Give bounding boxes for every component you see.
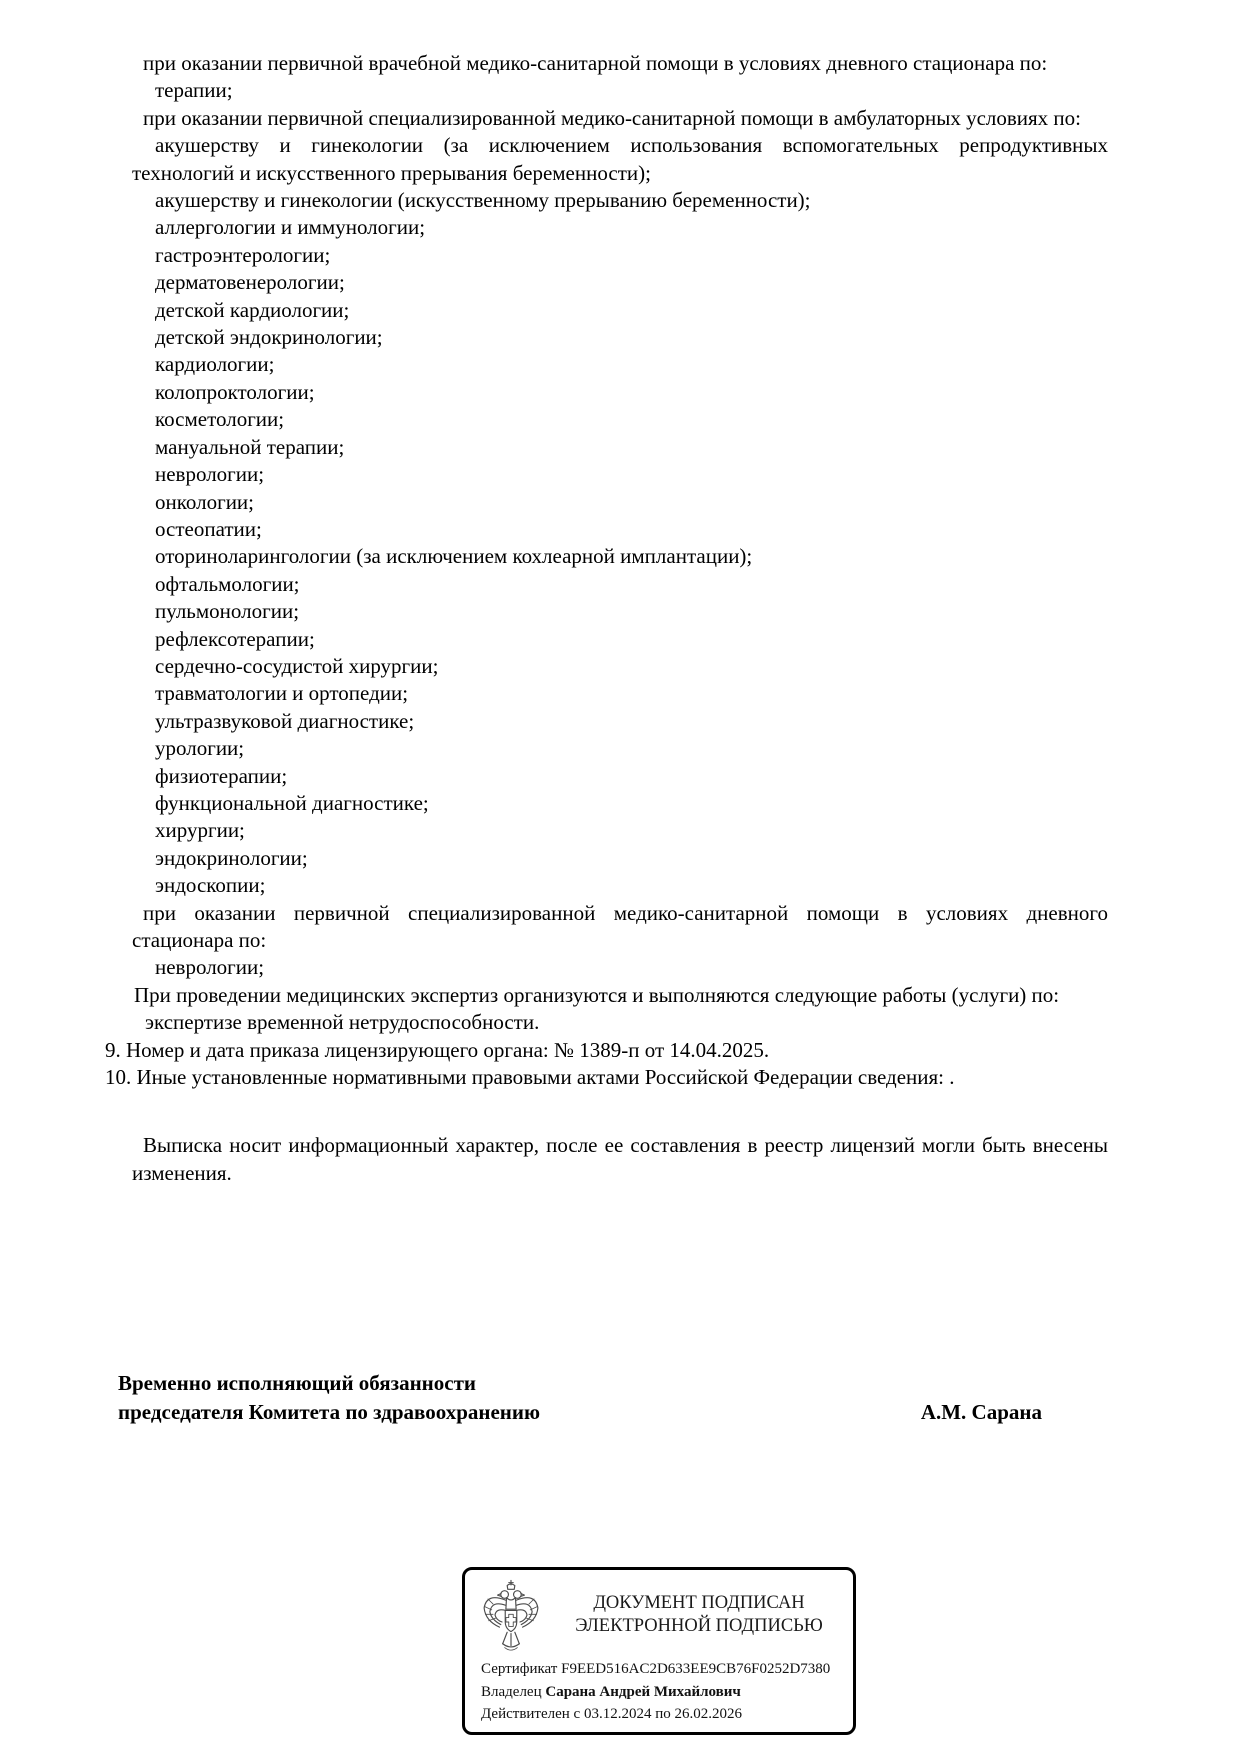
document-line: При проведении медицинских экспертиз организуются и выполняются следующие работы (услуги) по: — [134, 982, 1060, 1007]
officer-block — [118, 1369, 1042, 1427]
document-line: пульмонологии; — [155, 599, 300, 624]
document-line: онкологии; — [155, 489, 255, 514]
document-line: рефлексотерапии; — [155, 626, 315, 651]
document-line: детской эндокринологии; — [155, 325, 383, 350]
owner-label: Владелец — [481, 1683, 542, 1700]
document-line: 10. Иные установленные нормативными правовыми актами Российской Федерации сведения: . — [105, 1065, 955, 1090]
document-line: кардиологии; — [155, 352, 275, 377]
document-line: мануальной терапии; — [155, 434, 345, 459]
document-line: при оказании первичной специализированной медико-санитарной помощи в условиях дневного стационара по: — [132, 900, 1108, 952]
officer-title-line2: председателя Комитета по здравоохранению — [118, 1400, 541, 1424]
stamp-title — [551, 1592, 847, 1638]
stamp-title-line1: ДОКУМЕНТ ПОДПИСАН — [593, 1593, 805, 1613]
document-line: неврологии; — [155, 462, 265, 487]
document-line: детской кардиологии; — [155, 297, 350, 322]
document-line: гастроэнтерологии; — [155, 242, 331, 267]
document-line: аллергологии и иммунологии; — [155, 215, 426, 240]
document-line: колопроктологии; — [155, 379, 315, 404]
officer-name: А.М. Сарана — [920, 1400, 1042, 1424]
document-line: травматологии и ортопедии; — [155, 681, 409, 706]
document-line: функциональной диагностике; — [155, 790, 429, 815]
document-line: эндоскопии; — [155, 873, 266, 898]
document-line: неврологии; — [155, 955, 265, 980]
owner-name: Сарана Андрей Михайлович — [545, 1683, 741, 1700]
signature-stamp — [462, 1567, 856, 1735]
document-line: при оказании первичной специализированной медико-санитарной помощи в амбулаторных условиях по: — [143, 105, 1082, 130]
officer-title-line1: Временно исполняющий обязанности — [118, 1371, 477, 1395]
owner-line — [481, 1681, 845, 1704]
stamp-details — [481, 1658, 845, 1726]
stamp-title-line2: ЭЛЕКТРОННОЙ ПОДПИСЬЮ — [575, 1616, 823, 1636]
certificate-line — [481, 1658, 845, 1681]
document-line: при оказании первичной врачебной медико-санитарной помощи в условиях дневного стационара по: — [143, 51, 1048, 75]
document-line: хирургии; — [155, 818, 245, 843]
document-line: 9. Номер и дата приказа лицензирующего органа: № 1389-п от 14.04.2025. — [105, 1037, 770, 1062]
document-line: терапии; — [155, 78, 233, 103]
document-line: урологии; — [155, 736, 245, 761]
document-body — [105, 50, 1108, 1187]
document-line: ультразвуковой диагностике; — [155, 708, 415, 733]
roszdravnadzor-eagle-icon — [479, 1578, 543, 1666]
certificate-value: F9EED516AC2D633EE9CB76F0252D7380 — [561, 1661, 831, 1677]
document-line: остеопатии; — [155, 516, 262, 541]
document-line: экспертизе временной нетрудоспособности. — [145, 1010, 540, 1035]
document-line: оториноларингологии (за исключением кохлеарной имплантации); — [155, 544, 753, 569]
document-line: эндокринологии; — [155, 845, 308, 870]
document-line: физиотерапии; — [155, 763, 288, 788]
document-line: офтальмологии; — [155, 571, 300, 596]
validity-line: Действителен с 03.12.2024 по 26.02.2026 — [481, 1706, 742, 1722]
document-line: дерматовенерологии; — [155, 270, 345, 295]
document-line: Выписка носит информационный характер, после ее составления в реестр лицензий могли быть внесены изменения. — [132, 1133, 1108, 1185]
document-line: косметологии; — [155, 407, 285, 432]
document-line: акушерству и гинекологии (за исключением использования вспомогательных репродуктивных технологий и искусственного прерывания беременности); — [132, 133, 1108, 185]
document-line: акушерству и гинекологии (искусственному прерыванию беременности); — [155, 188, 811, 213]
certificate-label: Сертификат — [481, 1661, 558, 1677]
document-line: сердечно-сосудистой хирургии; — [155, 653, 439, 678]
